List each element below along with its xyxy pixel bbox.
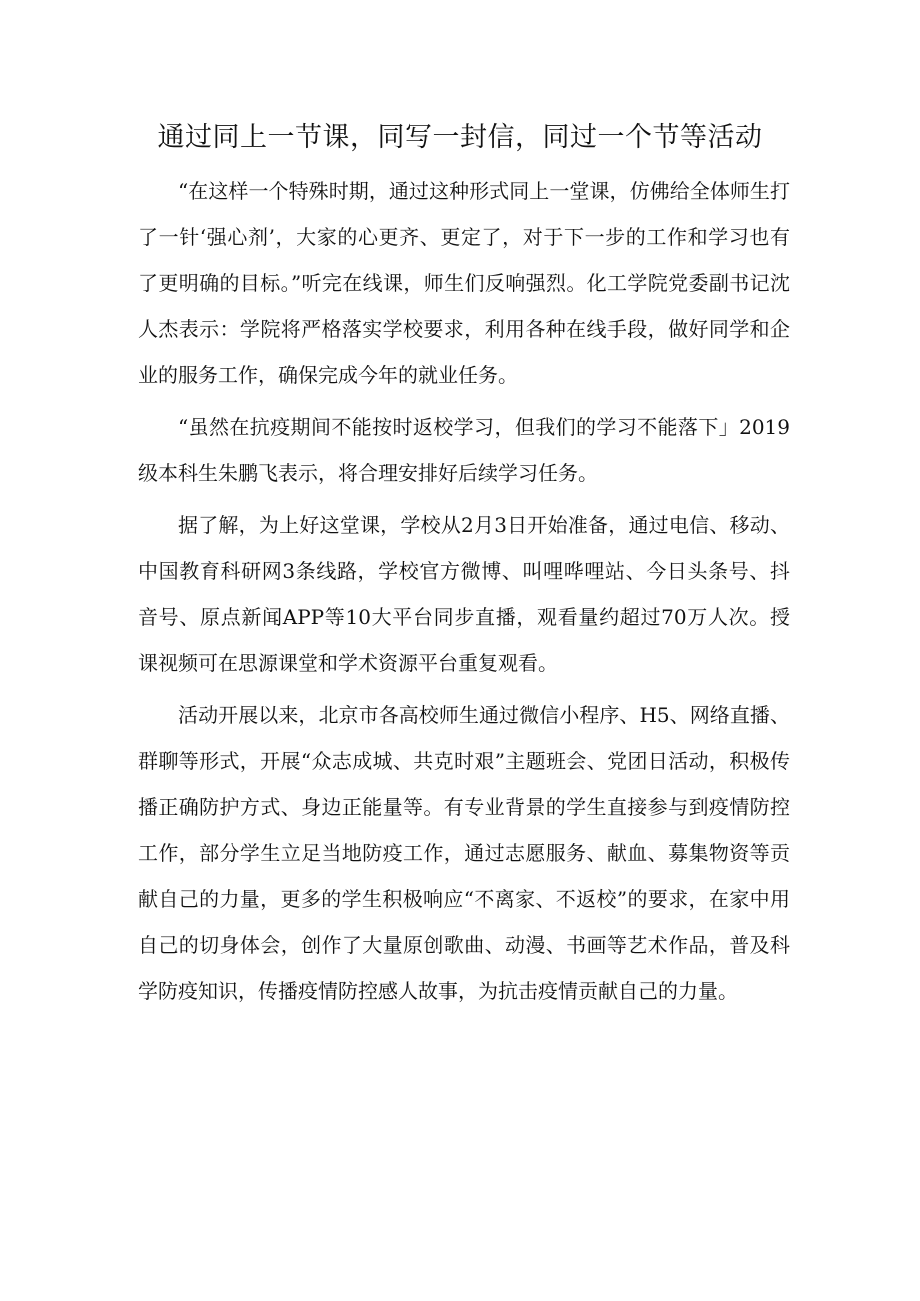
document-title: 通过同上一节课，同写一封信，同过一个节等活动 xyxy=(157,122,763,153)
paragraph-2: “虽然在抗疫期间不能按时返校学习，但我们的学习不能落下」2019级本科生朱鹏飞表示，将合理安排好后续学习任务。 xyxy=(138,415,790,485)
document-body xyxy=(138,168,790,1014)
paragraph-3: 据了解，为上好这堂课，学校从2月3日开始准备，通过电信、移动、中国教育科研网3条线路，学校官方微博、叫哩哗哩站、今日头条号、抖音号、原点新闻APP等10大平台同步直播，观看量约超过70万人次。授课视频可在思源课堂和学术资源平台重复观看。 xyxy=(138,513,790,675)
paragraph-4: 活动开展以来，北京市各高校师生通过微信小程序、H5、网络直播、群聊等形式，开展“众志成城、共克时艰”主题班会、党团日活动，积极传播正确防护方式、身边正能量等。有专业背景的学生直接参与到疫情防控工作，部分学生立足当地防疫工作，通过志愿服务、献血、募集物资等贡献自己的力量，更多的学生积极响应“不离家、不返校”的要求，在家中用自己的切身体会，创作了大量原创歌曲、动漫、书画等艺术作品，普及科学防疫知识，传播疫情防控感人故事，为抗击疫情贡献自己的力量。 xyxy=(138,703,790,1003)
paragraph-1: “在这样一个特殊时期，通过这种形式同上一堂课，仿佛给全体师生打了一针‘强心剂’，大家的心更齐、更定了，对于下一步的工作和学习也有了更明确的目标。”听完在线课，师生们反响强烈。化工学院党委副书记沈人杰表示：学院将严格落实学校要求，利用各种在线手段，做好同学和企业的服务工作，确保完成今年的就业任务。 xyxy=(138,179,790,387)
